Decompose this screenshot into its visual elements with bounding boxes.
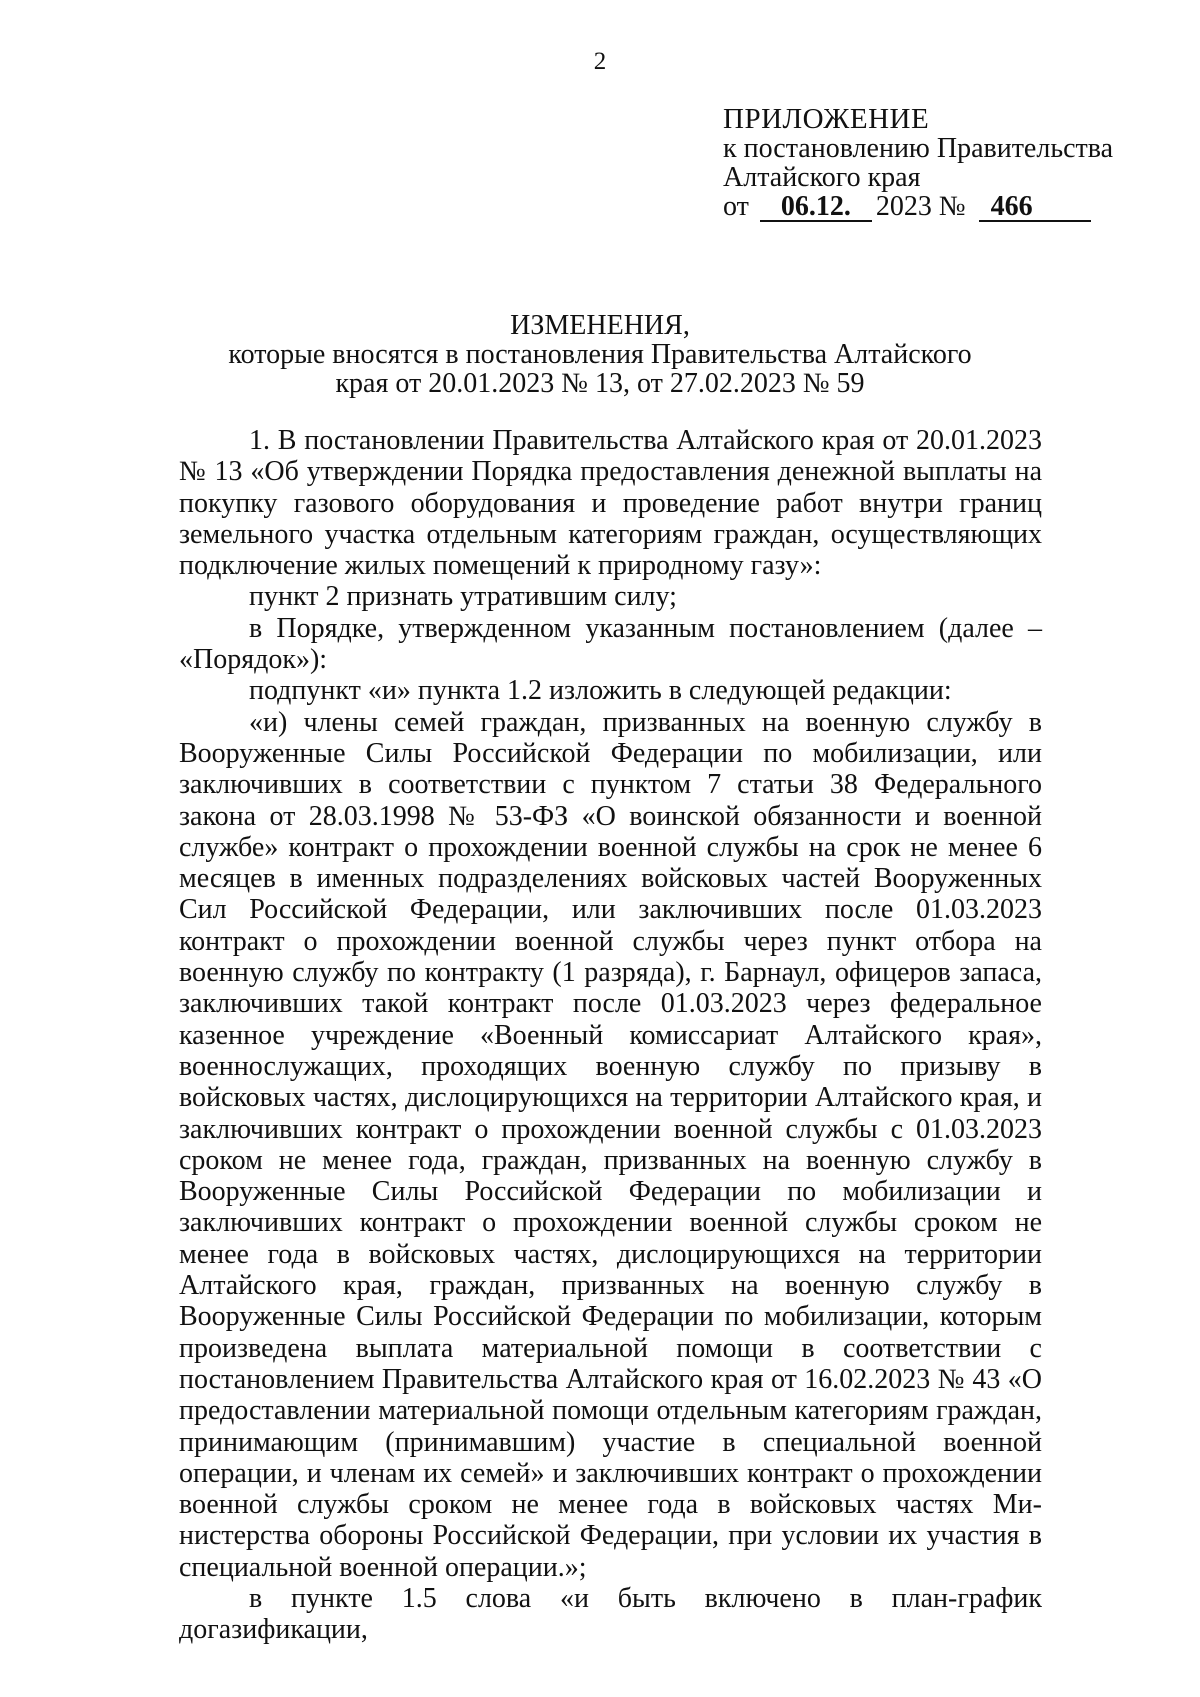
paragraph-2: пункт 2 признать утратившим силу;	[249, 581, 677, 613]
heading-title: ИЗМЕНЕНИЯ,	[510, 310, 690, 341]
document-body	[179, 425, 1042, 1646]
heading-line-2: края от 20.01.2023 № 13, от 27.02.2023 № 59	[335, 368, 865, 399]
paragraph-3: в Порядке, утвержденном указанным постановлением (далее – «Порядок»):	[179, 612, 1042, 676]
page-number: 2	[593, 48, 607, 75]
date-value: 06.12.	[760, 194, 872, 222]
paragraph-6: в пункте 1.5 слова «и быть включено в план-график догазификации,	[179, 1582, 1042, 1646]
paragraph-1: 1. В постановлении Правительства Алтайского края от 20.01.2023 № 13 «Об утверждении Порядка предоставления денежной выплаты на покупку газового оборудования и проведение работ внутри границ земельного участка отдельным категориям граждан, осуществляющих подключение жилых помещений к природному газу»:	[179, 425, 1042, 582]
appendix-date-line	[723, 192, 1113, 222]
year-and-number-sign: 2023 №	[875, 191, 966, 222]
date-prefix: от	[723, 191, 749, 222]
number-value: 466	[979, 194, 1091, 222]
paragraph-4: подпункт «и» пункта 1.2 изложить в следующей редакции:	[249, 675, 952, 707]
appendix-line-2: Алтайского края	[723, 162, 921, 193]
appendix-line-1: к постановлению Правительства	[723, 133, 1114, 164]
appendix-title: ПРИЛОЖЕНИЕ	[723, 103, 930, 135]
document-heading	[0, 311, 1200, 398]
paragraph-5: «и) члены семей граждан, призванных на военную службу в Вооруженные Силы Российской Федерации по мобилизации, или заключивших в соответствии с пунктом 7 статьи 38 Федерального закона от 28.03.1998 № 53-ФЗ «О воинской обязанности и военной службе» контракт о прохождении военной службы на срок не менее 6 месяцев в именных подразделениях войсковых частей Вооруженных Сил Российской Федерации, или заключивших после 01.03.2023 контракт о прохождении военной службы через пункт отбора на военную службу по контракту (1 разряда), г. Барнаул, офицеров запаса, заключивших такой контракт после 01.03.2023 через федеральное казенное учреждение «Военный комиссариат Алтайского края», военнослужащих, проходящих военную службу по призыву в войсковых частях, дислоцирующихся на территории Алтайского края, и заключивших контракт о прохождении военной службы с 01.03.2023 сроком не менее года, граждан, призванных на военную службу в Вооруженные Силы Российской Федерации по мобилизации и заключивших контракт о прохождении военной службы сроком не менее года в войсковых частях, дислоцирующихся на территории Алтайского края, граждан, призванных на военную службу в Вооруженные Силы Российской Федерации по мобилизации, которым произведена выплата материальной помощи в соответствии с постановлением Правительства Алтайского края от 16.02.2023 № 43 «О предоставлении материальной помощи отдельным категориям граждан, принимающим (принимавшим) участие в специальной военной операции, и членам их семей» и заключивших контракт о прохождении военной службы сроком не менее года в войсковых частях Министерства обороны Российской Федерации, при условии их участия в специальной военной операции.»;	[179, 706, 1042, 1583]
heading-line-1: которые вносятся в постановления Правительства Алтайского	[228, 339, 972, 370]
appendix-block	[723, 105, 1113, 222]
